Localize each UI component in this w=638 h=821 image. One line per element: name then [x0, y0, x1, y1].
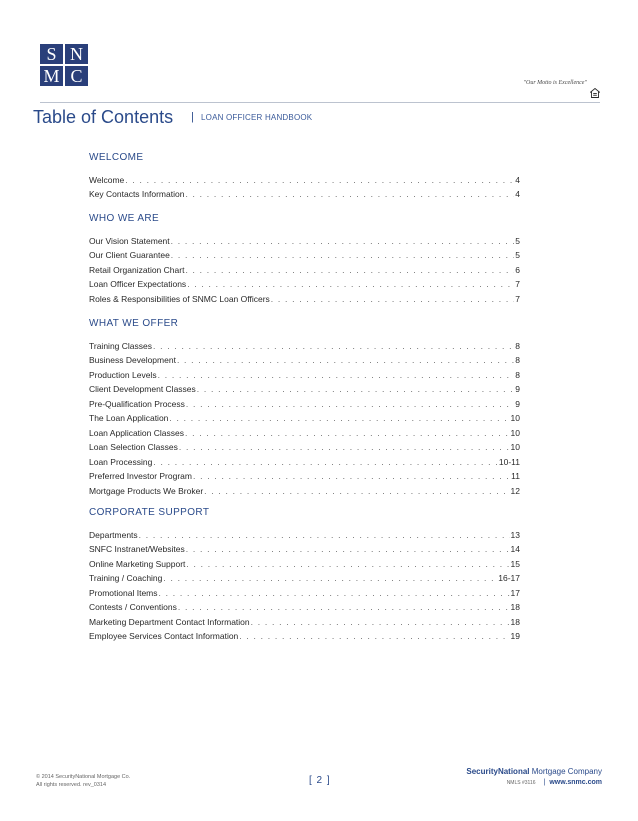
toc-section-welcome — [89, 151, 520, 199]
dot-leader — [177, 355, 514, 365]
title-separator: | — [191, 111, 194, 123]
entry-page: 16-17 — [498, 573, 520, 583]
dot-leader — [171, 250, 514, 260]
entry-page: 6 — [515, 264, 520, 275]
toc-entry[interactable] — [89, 612, 520, 627]
footer-contact — [507, 779, 602, 786]
page-subtitle: LOAN OFFICER HANDBOOK — [201, 113, 313, 122]
section-heading: WELCOME — [89, 152, 144, 163]
dot-leader — [153, 457, 498, 467]
dot-leader — [125, 175, 514, 185]
page-number: [ 2 ] — [309, 775, 331, 786]
entry-title: Our Vision Statement — [89, 235, 170, 246]
toc-entry[interactable] — [89, 627, 520, 642]
entry-title: Departments — [89, 529, 138, 540]
toc-entry[interactable] — [89, 467, 520, 482]
entry-title: Preferred Investor Program — [89, 471, 192, 481]
entry-title: Production Levels — [89, 369, 157, 380]
entry-page: 7 — [515, 293, 520, 304]
toc-entry[interactable] — [89, 260, 520, 275]
logo-letter: C — [65, 66, 88, 86]
toc-section-who-we-are — [89, 212, 520, 304]
entry-page: 15 — [510, 558, 520, 569]
entry-title: Loan Selection Classes — [89, 442, 178, 452]
entry-page: 8 — [515, 355, 520, 365]
entry-title: SNFC Instranet/Websites — [89, 544, 185, 554]
entry-page: 18 — [510, 602, 520, 612]
dot-leader — [193, 471, 510, 481]
entry-title: Online Marketing Support — [89, 558, 186, 569]
dot-leader — [178, 602, 510, 612]
equal-housing-icon — [590, 88, 600, 98]
entry-page: 14 — [510, 544, 520, 554]
entry-page: 10 — [510, 427, 520, 438]
dot-leader — [251, 617, 510, 627]
entry-page: 12 — [510, 485, 520, 496]
dot-leader — [186, 559, 509, 569]
entry-title: Training / Coaching — [89, 573, 163, 583]
logo-letter: N — [65, 44, 88, 64]
dot-leader — [185, 265, 514, 275]
entry-title: Loan Application Classes — [89, 427, 184, 438]
entry-title: Pre-Qualification Process — [89, 398, 185, 409]
toc-entry[interactable] — [89, 525, 520, 540]
toc-entry[interactable] — [89, 481, 520, 496]
dot-leader — [185, 189, 514, 199]
entry-page: 5 — [515, 235, 520, 246]
section-heading: WHAT WE OFFER — [89, 318, 179, 329]
logo-letter: S — [40, 44, 63, 64]
footer-copyright — [36, 773, 130, 789]
entry-title: Our Client Guarantee — [89, 250, 170, 260]
snmc-logo — [40, 44, 88, 86]
page-title: Table of Contents — [33, 107, 174, 127]
dot-leader — [204, 486, 509, 496]
entry-title: Mortgage Products We Broker — [89, 485, 204, 496]
company-name — [466, 767, 602, 776]
toc-entry[interactable] — [89, 452, 520, 467]
entry-page: 17 — [510, 587, 520, 598]
toc-entry[interactable] — [89, 598, 520, 613]
dot-leader — [271, 294, 514, 304]
dot-leader — [187, 279, 514, 289]
company-name-rest: Mortgage Company — [529, 767, 602, 776]
entry-page: 10-11 — [498, 456, 520, 467]
toc-section-what-we-offer — [89, 317, 520, 496]
toc-entry[interactable] — [89, 365, 520, 380]
entry-page: 13 — [510, 529, 520, 540]
toc-entry[interactable] — [89, 289, 520, 304]
company-name-bold: SecurityNational — [466, 767, 530, 776]
dot-leader — [139, 530, 510, 540]
toc-entry[interactable] — [89, 336, 520, 351]
footer-separator: | — [543, 779, 546, 786]
dot-leader — [163, 573, 497, 583]
entry-page: 11 — [511, 471, 520, 481]
entry-title: Roles & Responsibilities of SNMC Loan Officers — [89, 293, 270, 304]
section-heading: CORPORATE SUPPORT — [89, 507, 210, 518]
dot-leader — [185, 428, 510, 438]
dot-leader — [179, 442, 510, 452]
dot-leader — [159, 588, 510, 598]
dot-leader — [186, 399, 514, 409]
toc-entry[interactable] — [89, 409, 520, 424]
dot-leader — [186, 544, 510, 554]
toc-entry[interactable] — [89, 423, 520, 438]
entry-title: Retail Organization Chart — [89, 264, 185, 275]
entry-page: 8 — [515, 369, 520, 380]
toc-entry[interactable] — [89, 438, 520, 453]
entry-title: The Loan Application — [89, 413, 169, 423]
entry-page: 9 — [515, 398, 520, 409]
entry-page: 5 — [515, 250, 520, 260]
nmls-number: NMLS #3116 — [506, 780, 536, 786]
logo-letter: M — [40, 66, 63, 86]
entry-title: Training Classes — [89, 340, 152, 351]
section-heading: WHO WE ARE — [89, 213, 160, 224]
entry-page: 19 — [510, 631, 520, 641]
entry-title: Welcome — [89, 174, 125, 185]
motto: "Our Motto is Excellence" — [523, 80, 587, 86]
entry-title: Loan Officer Expectations — [89, 279, 187, 289]
entry-page: 10 — [510, 442, 520, 452]
toc-entry[interactable] — [89, 185, 520, 200]
toc-entry[interactable] — [89, 170, 520, 185]
toc-entry[interactable] — [89, 569, 520, 584]
entry-page: 10 — [510, 413, 520, 423]
entry-page: 4 — [515, 174, 520, 185]
toc-entry[interactable] — [89, 583, 520, 598]
dot-leader — [197, 384, 514, 394]
dot-leader — [169, 413, 509, 423]
entry-page: 8 — [515, 340, 520, 351]
toc-entry[interactable] — [89, 394, 520, 409]
website-link[interactable]: www.snmc.com — [549, 779, 602, 786]
entry-title: Client Development Classes — [89, 384, 196, 394]
toc-entry[interactable] — [89, 275, 520, 290]
toc-entry[interactable] — [89, 351, 520, 366]
toc-entry[interactable] — [89, 380, 520, 395]
dot-leader — [158, 370, 515, 380]
rights-text: All rights reserved. rev_0314 — [36, 782, 107, 788]
toc-section-corporate-support — [89, 506, 520, 641]
entry-title: Key Contacts Information — [89, 189, 185, 199]
entry-page: 9 — [515, 384, 520, 394]
dot-leader — [239, 631, 509, 641]
header-divider — [40, 102, 600, 103]
copyright-text: © 2014 SecurityNational Mortgage Co. — [36, 774, 131, 780]
toc-entry[interactable] — [89, 540, 520, 555]
entry-page: 7 — [515, 279, 520, 289]
dot-leader — [171, 236, 515, 246]
entry-title: Loan Processing — [89, 456, 153, 467]
entry-title: Employee Services Contact Information — [89, 631, 239, 641]
dot-leader — [153, 341, 514, 351]
entry-page: 4 — [515, 189, 520, 199]
entry-title: Promotional Items — [89, 587, 158, 598]
entry-page: 18 — [510, 616, 520, 627]
toc-entry[interactable] — [89, 246, 520, 261]
entry-title: Business Development — [89, 355, 176, 365]
entry-title: Contests / Conventions — [89, 602, 177, 612]
entry-title: Marketing Department Contact Information — [89, 616, 250, 627]
toc-entry[interactable] — [89, 554, 520, 569]
toc-entry[interactable] — [89, 231, 520, 246]
